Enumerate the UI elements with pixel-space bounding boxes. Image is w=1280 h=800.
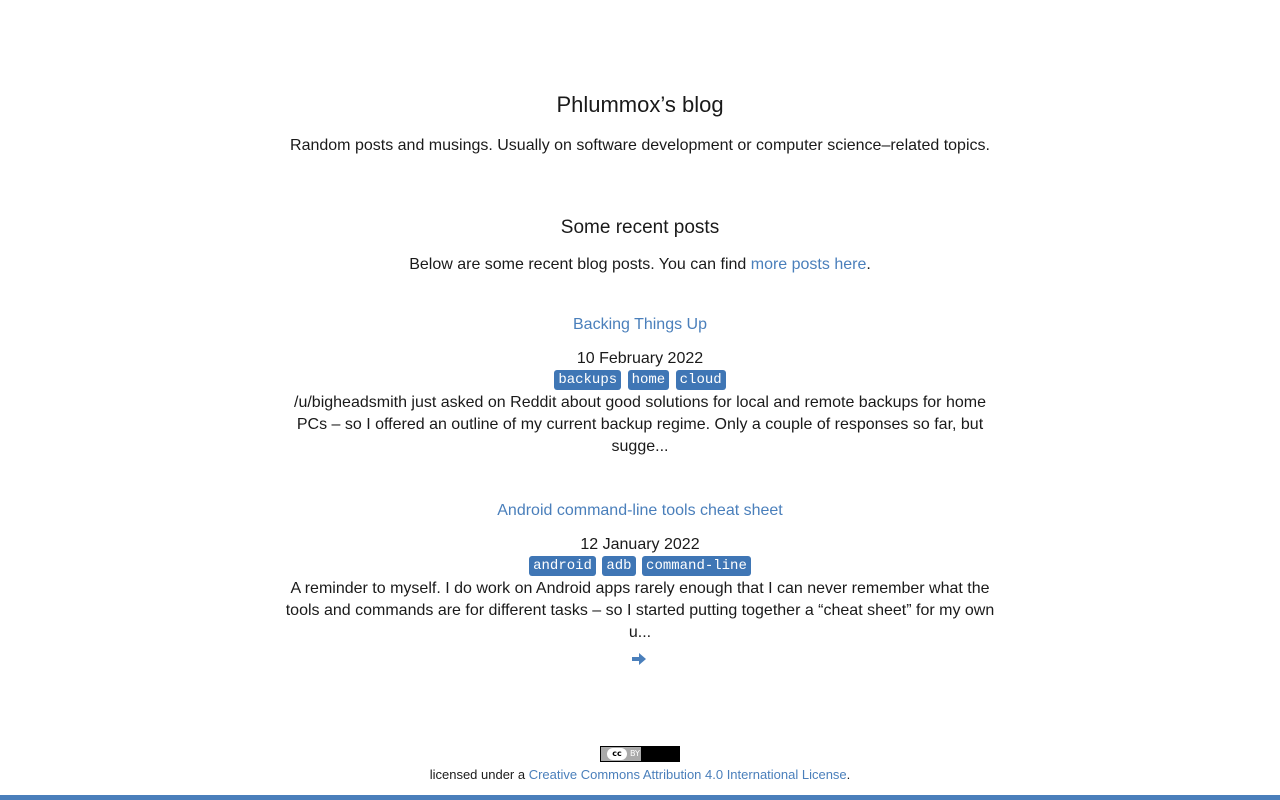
cc-by-label: BY [630,749,640,758]
tag-badge[interactable]: android [529,556,596,576]
tag-badge[interactable]: backups [554,370,621,390]
post-item [285,502,995,644]
license-text [0,767,1280,782]
tag-badge[interactable]: command-line [642,556,751,576]
post-excerpt: /u/bigheadsmith just asked on Reddit about good solutions for local and remote backups for home PCs – so I offered an outline of my current backup regime. Only a couple of responses so far, but sugge... [294,394,986,455]
post-date: 10 February 2022 [576,350,704,367]
license-prefix: licensed under a [429,767,529,782]
bottom-accent-bar [0,795,1280,800]
license-footer [0,746,1280,782]
more-posts-arrow-button[interactable] [630,650,648,668]
license-link[interactable]: Creative Commons Attribution 4.0 International License [528,767,847,782]
recent-posts-heading: Some recent posts [560,217,720,238]
post-tags [285,370,995,392]
post-excerpt: A reminder to myself. I do work on Android apps rarely enough that I can never remember what the tools and commands are for different tasks – so I started putting together a “cheat sheet” for my own u... [285,580,995,641]
tag-badge[interactable]: cloud [676,370,726,390]
tag-badge[interactable]: home [628,370,670,390]
post-title-link[interactable]: Backing Things Up [573,316,707,333]
post-tags [285,556,995,578]
tag-badge[interactable]: adb [602,556,635,576]
post-title-link[interactable]: Android command-line tools cheat sheet [497,502,783,519]
arrow-right-icon [630,650,648,668]
more-posts-link[interactable]: more posts here [750,256,867,273]
intro-suffix: . [866,256,871,273]
post-item [285,316,995,458]
post-date: 12 January 2022 [580,536,700,553]
cc-logo-icon: cc [607,748,627,760]
site-tagline: Random posts and musings. Usually on software development or computer science–related topics. [290,137,990,154]
license-suffix: . [846,767,851,782]
cc-by-badge[interactable] [600,746,680,762]
recent-posts-intro [0,256,1280,274]
intro-prefix: Below are some recent blog posts. You can find [409,256,751,273]
site-title: Phlummox’s blog [556,92,724,117]
